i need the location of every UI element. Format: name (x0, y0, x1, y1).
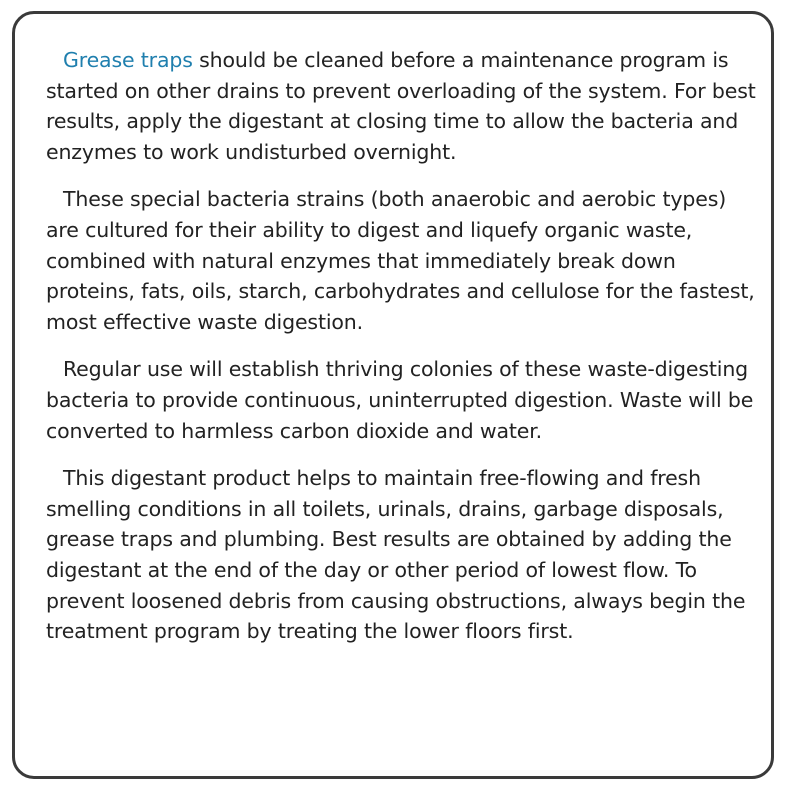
paragraph-regular-use: Regular use will establish thriving colonies of these waste-digesting bacteria to provide continuous, uninterrupted digestion. Waste will be converted to harmless carbon dioxide and water. (46, 357, 754, 443)
panel-content (46, 45, 762, 647)
info-panel (12, 11, 774, 779)
grease-traps-link[interactable]: Grease traps (63, 48, 193, 72)
paragraph-bacteria-strains: These special bacteria strains (both anaerobic and aerobic types) are cultured for their ability to digest and liquefy organic waste, combined with natural enzymes that immediately break down proteins, fats, oils, starch, carbohydrates and cellulose for the fastest, most effective waste digestion. (46, 187, 755, 334)
paragraph-grease-traps (46, 45, 762, 167)
paragraph-1-text: should be cleaned before a maintenance program is started on other drains to prevent overloading of the system. For best results, apply the digestant at closing time to allow the bacteria and enzymes to work undisturbed overnight. (46, 48, 756, 164)
paragraph-digestant-product: This digestant product helps to maintain free-flowing and fresh smelling conditions in all toilets, urinals, drains, garbage disposals, grease traps and plumbing. Best results are obtained by adding the digestant at the end of the day or other period of lowest flow. To prevent loosened debris from causing obstructions, always begin the treatment program by treating the lower floors first. (46, 466, 746, 644)
